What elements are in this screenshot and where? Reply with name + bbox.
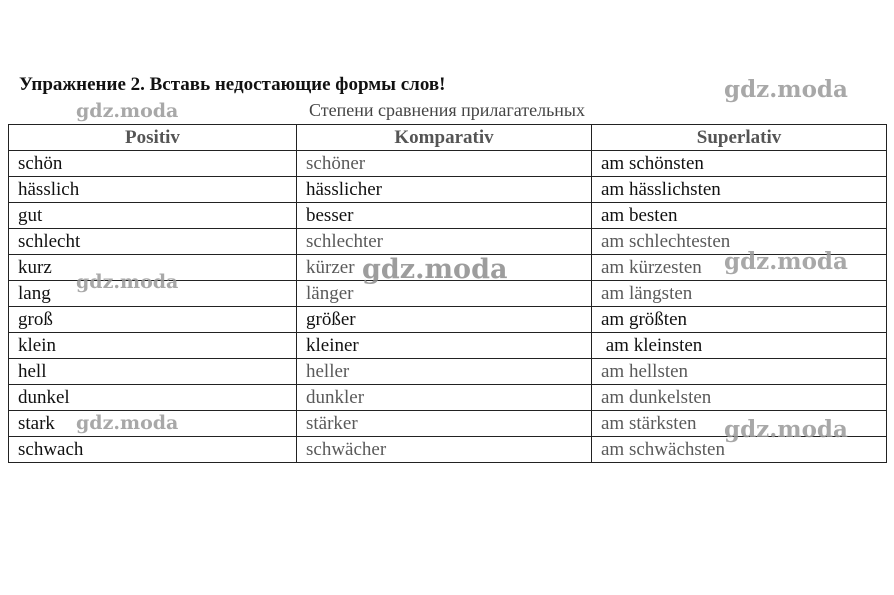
komparativ-cell: länger: [297, 281, 592, 307]
exercise-title: Упражнение 2. Вставь недостающие формы слов!: [19, 74, 446, 95]
table-header-row: [9, 125, 887, 151]
positiv-cell: dunkel: [9, 385, 297, 411]
komparativ-cell: dunkler: [297, 385, 592, 411]
adjective-comparison-table: [8, 124, 887, 463]
positiv-cell: gut: [9, 203, 297, 229]
positiv-cell: klein: [9, 333, 297, 359]
table-row: [9, 359, 887, 385]
superlativ-cell: am schlechtesten: [592, 229, 887, 255]
superlativ-cell: am hellsten: [592, 359, 887, 385]
watermark: gdz.moda: [76, 271, 179, 293]
column-header-komparativ: Komparativ: [297, 125, 592, 151]
komparativ-cell: größer: [297, 307, 592, 333]
komparativ-cell: stärker: [297, 411, 592, 437]
watermark: gdz.moda: [76, 412, 179, 434]
positiv-cell: groß: [9, 307, 297, 333]
komparativ-cell: kleiner: [297, 333, 592, 359]
watermark: gdz.moda: [724, 76, 848, 103]
watermark: gdz.moda: [724, 248, 848, 275]
komparativ-cell: kürzer: [297, 255, 592, 281]
watermark: gdz.moda: [76, 100, 179, 122]
table-row: [9, 411, 887, 437]
komparativ-cell: schwächer: [297, 437, 592, 463]
table-row: [9, 229, 887, 255]
positiv-cell: lang: [9, 281, 297, 307]
komparativ-cell: besser: [297, 203, 592, 229]
table-row: [9, 281, 887, 307]
superlativ-cell: am dunkelsten: [592, 385, 887, 411]
table-row: [9, 333, 887, 359]
positiv-cell: hell: [9, 359, 297, 385]
superlativ-cell: am kleinsten: [592, 333, 887, 359]
column-header-superlativ: Superlativ: [592, 125, 887, 151]
positiv-cell: kurz: [9, 255, 297, 281]
table-row: [9, 151, 887, 177]
watermark: gdz.moda: [724, 416, 848, 443]
superlativ-cell: am stärksten: [592, 411, 887, 437]
column-header-positiv: Positiv: [9, 125, 297, 151]
positiv-cell: schön: [9, 151, 297, 177]
table-row: [9, 307, 887, 333]
positiv-cell: schlecht: [9, 229, 297, 255]
positiv-cell: schwach: [9, 437, 297, 463]
superlativ-cell: am hässlichsten: [592, 177, 887, 203]
table-row: [9, 255, 887, 281]
table-caption: Степени сравнения прилагательных: [308, 100, 586, 120]
table-row: [9, 437, 887, 463]
positiv-cell: stark: [9, 411, 297, 437]
table-row: [9, 385, 887, 411]
superlativ-cell: am schönsten: [592, 151, 887, 177]
superlativ-cell: am kürzesten: [592, 255, 887, 281]
komparativ-cell: heller: [297, 359, 592, 385]
watermark: gdz.moda: [362, 254, 508, 285]
table-row: [9, 203, 887, 229]
superlativ-cell: am besten: [592, 203, 887, 229]
superlativ-cell: am größten: [592, 307, 887, 333]
superlativ-cell: am schwächsten: [592, 437, 887, 463]
komparativ-cell: hässlicher: [297, 177, 592, 203]
komparativ-cell: schlechter: [297, 229, 592, 255]
table-row: [9, 177, 887, 203]
komparativ-cell: schöner: [297, 151, 592, 177]
superlativ-cell: am längsten: [592, 281, 887, 307]
positiv-cell: hässlich: [9, 177, 297, 203]
